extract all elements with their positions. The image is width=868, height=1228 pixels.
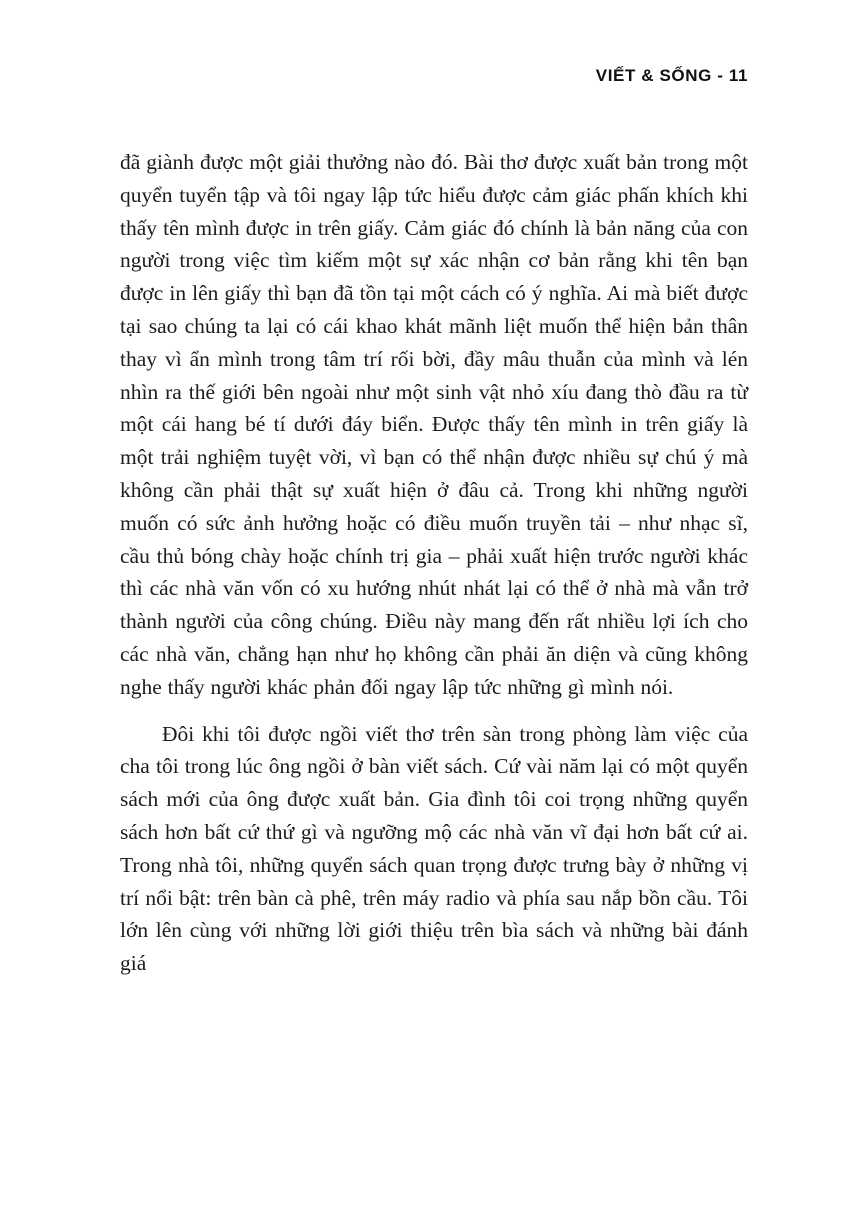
page-body	[120, 146, 748, 980]
page-header	[120, 66, 748, 86]
running-title-and-page-number: VIẾT & SỐNG - 11	[595, 66, 748, 85]
paragraph: Đôi khi tôi được ngồi viết thơ trên sàn trong phòng làm việc của cha tôi trong lúc ông ngồi ở bàn viết sách. Cứ vài năm lại có một quyển sách mới của ông được xuất bản. Gia đình tôi coi trọng những quyển sách hơn bất cứ thứ gì và ngưỡng mộ các nhà văn vĩ đại hơn bất cứ ai. Trong nhà tôi, những quyển sách quan trọng được trưng bày ở những vị trí nổi bật: trên bàn cà phê, trên máy radio và phía sau nắp bồn cầu. Tôi lớn lên cùng với những lời giới thiệu trên bìa sách và những bài đánh giá	[120, 721, 748, 976]
paragraph: đã giành được một giải thưởng nào đó. Bài thơ được xuất bản trong một quyển tuyển tập và tôi ngay lập tức hiểu được cảm giác phấn khích khi thấy tên mình được in trên giấy. Cảm giác đó chính là bản năng của con người trong việc tìm kiếm một sự xác nhận cơ bản rằng khi tên bạn được in lên giấy thì bạn đã tồn tại một cách có ý nghĩa. Ai mà biết được tại sao chúng ta lại có cái khao khát mãnh liệt muốn thể hiện bản thân thay vì ẩn mình trong tâm trí rối bời, đầy mâu thuẫn của mình và lén nhìn ra thế giới bên ngoài như một sinh vật nhỏ xíu đang thò đầu ra từ một cái hang bé tí dưới đáy biển. Được thấy tên mình in trên giấy là một trải nghiệm tuyệt vời, vì bạn có thể nhận được nhiều sự chú ý mà không cần phải thật sự xuất hiện ở đâu cả. Trong khi những người muốn có sức ảnh hưởng hoặc có điều muốn truyền tải – như nhạc sĩ, cầu thủ bóng chày hoặc chính trị gia – phải xuất hiện trước người khác thì các nhà văn vốn có xu hướng nhút nhát lại có thể ở nhà mà vẫn trở thành người của công chúng. Điều này mang đến rất nhiều lợi ích cho các nhà văn, chẳng hạn như họ không cần phải ăn diện và cũng không nghe thấy người khác phản đối ngay lập tức những gì mình nói.	[120, 150, 748, 699]
